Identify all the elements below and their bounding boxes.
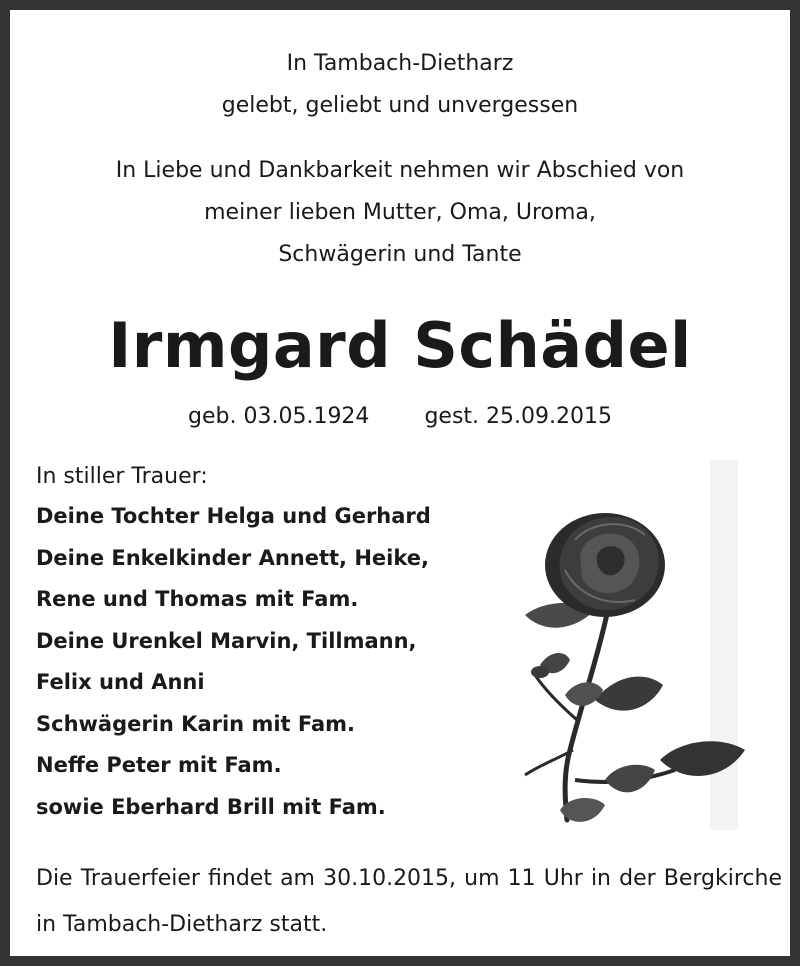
mourner-line: Felix und Anni [36,670,205,694]
service-info: Die Trauerfeier findet am 30.10.2015, um 11 Uhr in der Bergkirche in Tambach-Dietharz statt. [36,866,782,937]
mourner-line: Deine Enkelkinder Annett, Heike, [36,545,429,570]
mourner-line: Deine Urenkel Marvin, Tillmann, [36,628,417,653]
mourner-line: sowie Eberhard Brill mit Fam. [36,794,386,819]
mourner-line: Schwägerin Karin mit Fam. [36,711,356,736]
life-dates [10,397,790,437]
birth-date: geb. 03.05.1924 [188,404,370,429]
header-line-2: gelebt, geliebt und unvergessen [221,93,579,118]
announcement-line-2: meiner lieben Mutter, Oma, Uroma, [204,200,596,225]
mourners-lead: In stiller Trauer: [36,464,208,489]
announcement-block [10,150,790,276]
header-block [10,43,790,127]
deceased-name: Irmgard Schädel [108,309,692,382]
announcement-line-3: Schwägerin und Tante [278,242,522,267]
mourner-line: Deine Tochter Helga und Gerhard [36,504,431,528]
mourners-list [36,458,496,828]
mourner-line: Rene und Thomas mit Fam. [36,587,359,611]
rose-image [505,450,765,840]
header-line-1: In Tambach-Dietharz [286,51,514,76]
death-date: gest. 25.09.2015 [424,404,612,429]
announcement-line-1: In Liebe und Dankbarkeit nehmen wir Abschied von [115,158,685,183]
mourner-line: Neffe Peter mit Fam. [36,753,282,777]
